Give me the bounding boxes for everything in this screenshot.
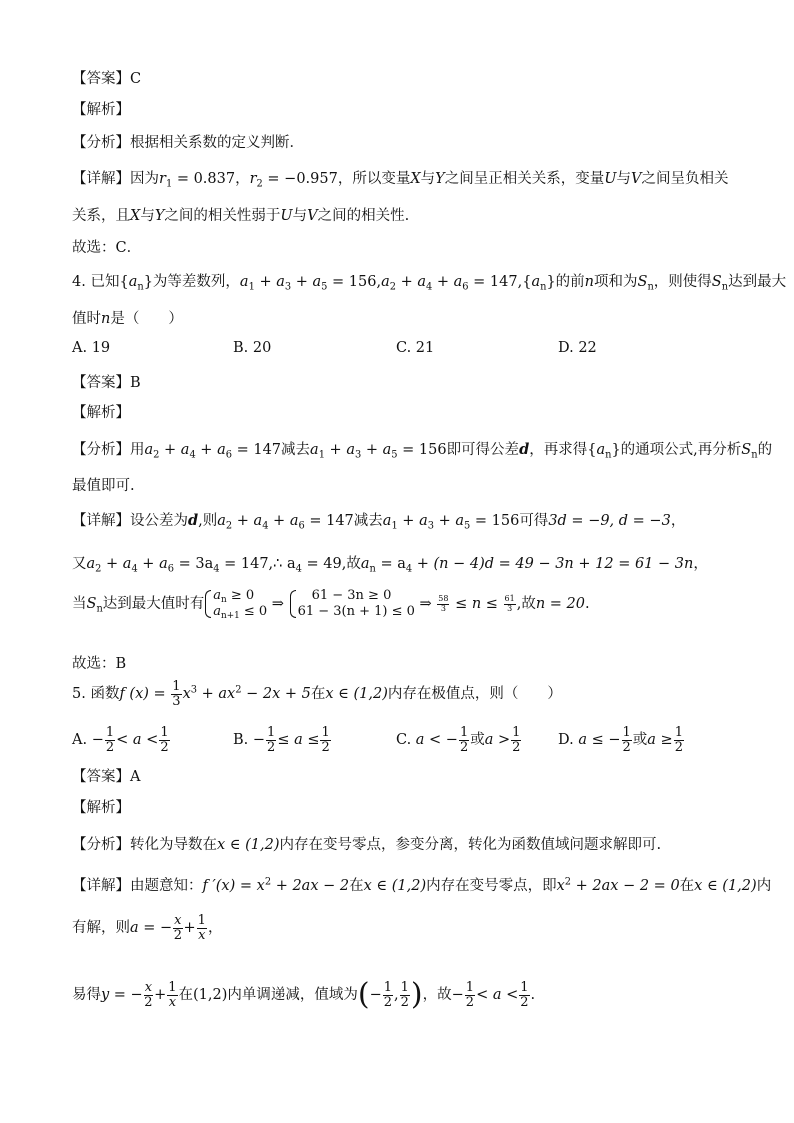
analysis-summary-3 [72, 131, 304, 152]
case-system-1: $a_n \ge 0$ $a_{n+1} \le 0$ [204, 588, 267, 620]
text: 内存在变号零点，即 [426, 878, 557, 894]
analysis-heading: 【解析】 [72, 405, 130, 421]
math: y = − [101, 987, 143, 1003]
text: 在 [310, 686, 326, 703]
math: f (x) = [119, 686, 166, 703]
math: x ∈ (1,2) [325, 686, 388, 703]
fraction-one-third: $\frac{1}{3}$ [172, 679, 181, 709]
detail-label: 【详解】 [72, 171, 130, 187]
text: 之间呈负相关 [641, 171, 729, 187]
text: ， [207, 920, 223, 937]
math: n = 20 [535, 596, 586, 612]
option-a: A. 19 [72, 340, 111, 356]
text: 有解，则 [72, 920, 130, 937]
analysis-line-4b [72, 474, 135, 495]
analysis-line-5 [72, 833, 661, 854]
implies-symbol: ⇒ [419, 596, 432, 612]
text: 【详解】由题意知： [72, 878, 203, 894]
answer-text: 【答案】C [72, 71, 142, 87]
analysis-heading: 【解析】 [72, 102, 130, 118]
text: 值时 [72, 311, 101, 327]
analysis-line-4a: 【分析】用$a_2 + a_4 + a_6 = 147$减去$a_1 + a_3 + a_5 = 156$即可得公差d，再求得$\{a_n\}$的通项公式,再分析$S_n$的 [72, 441, 773, 461]
text: 【详解】设公差为 [72, 513, 188, 529]
math: x ∈ (1,2) [694, 878, 757, 894]
question-4-line-2: 值时n是（ ） [72, 311, 183, 327]
math: ≤ n ≤ [455, 596, 498, 612]
text: 又 [72, 556, 87, 572]
text: ,故 [516, 596, 536, 612]
text: ， [693, 556, 708, 572]
analysis-heading: 【解析】 [72, 800, 130, 816]
option-c: C. 21 [396, 340, 435, 356]
analysis-heading-5 [72, 796, 130, 817]
text: ，所以变量 [337, 171, 411, 187]
text: 之间呈正相关关系，变量 [444, 171, 605, 187]
text: 在 [679, 878, 695, 894]
question-number: 5. 函数 [72, 686, 120, 703]
text: 与 [420, 171, 436, 187]
text: ，再求得 [529, 442, 588, 458]
math: x ∈ (1,2) [217, 837, 280, 853]
question-4-line-1: 4. 已知$\{a_n\}$为等差数列，$a_1 + a_3 + a_5 = 156,a_2 + a_4 + a_6 = 147,\{a_n\}$的前n项和为$S_n$，则使得$S_n$达到最大 [72, 274, 787, 293]
fraction-x-2: $\frac{x}{2}$ [173, 913, 182, 943]
option-d: D. 22 [558, 340, 597, 356]
text: 达到最大 [728, 274, 787, 290]
text: ,故 [341, 556, 361, 572]
answer-text: 【答案】A [72, 769, 141, 785]
option-a: A. − $\frac{1}{2}$ < a < $\frac{1}{2}$ [72, 725, 169, 755]
text: 的前 [555, 274, 585, 290]
text: 即可得公差 [446, 442, 520, 458]
analysis-heading-3 [72, 98, 130, 119]
answer-label-3 [72, 67, 141, 88]
math: a = − [130, 920, 173, 937]
text: 达到最大值时有 [102, 596, 205, 612]
text: 关系，且 [72, 208, 130, 224]
answer-label-4 [72, 371, 141, 392]
detail-line-5c: 易得y = − $\frac{x}{2}$ + $\frac{1}{x}$ 在(1,2)内单调递减，值域为(− $\frac{1}{2}$ , $\frac{1}{2}$ )，故− $\frac{1}{2}$ < a < $\frac{1}{2}$ . [72, 977, 536, 1012]
question-number: 4. 已知 [72, 274, 120, 290]
text: 的 [757, 442, 773, 458]
math: 3d = −9, d = −3 [548, 513, 671, 529]
option-c: C. a < − $\frac{1}{2}$ 或a > $\frac{1}{2}$ [396, 725, 521, 755]
text: 之间的相关性. [317, 208, 410, 224]
detail-line-3b: 关系，且X与Y之间的相关性弱于U与V之间的相关性. [72, 208, 410, 224]
math: x ∈ (1,2) [363, 878, 427, 894]
detail-line-4b: 又$a_2 + a_4 + a_6 = 3a_4$ = 147,∴ $a_4 = 49$,故$a_n = a_4 + (n - 4)d = 49 - 3n + 12 = 61 - 3n$， [72, 556, 708, 575]
text: 内单调递减，值域为 [227, 987, 358, 1003]
text: ， [670, 513, 686, 529]
text: 在 [178, 987, 193, 1003]
text: 【分析】转化为导数在 [72, 837, 217, 853]
text: 减去 [353, 513, 383, 529]
text: 最值即可. [72, 478, 135, 494]
fraction-1-x: $\frac{1}{x}$ [197, 913, 206, 943]
choice-text: 故选：C． [72, 240, 142, 256]
text: 因为 [130, 171, 159, 187]
case-system-2: 61 − 3n ≥ 0 61 − 3(n + 1) ≤ 0 [289, 588, 415, 620]
text: 与 [292, 208, 308, 224]
text: 与 [140, 208, 155, 224]
math-sum1: $a_1 + a_3 + a_5 = 156,a_2 + a_4 + a_6 = 147,\{a_n\}$ [239, 274, 556, 293]
answer-text: 【答案】B [72, 375, 141, 391]
text: 当 [72, 596, 87, 612]
text: 项和为 [594, 274, 638, 290]
detail-line-5a: 【详解】由题意知：f $'(x) = x^2 + 2ax - 2$在x ∈ (1,2)内存在变号零点，即$x^2 + 2ax - 2 = 0$在x ∈ (1,2)内 [72, 876, 772, 894]
analysis-heading-4 [72, 401, 130, 422]
choice-line-3 [72, 236, 141, 257]
detail-line-3a: 【详解】因为$r_1 = 0.837$，$r_2 = -0.957$，所以变量X与Y之间呈正相关关系，变量U与V之间呈负相关 [72, 171, 729, 190]
text: 为等差数列， [152, 274, 240, 290]
choice-text: 故选：B [72, 656, 127, 672]
text: 内 [756, 878, 772, 894]
option-b: B. − $\frac{1}{2}$ ≤ a ≤ $\frac{1}{2}$ [233, 725, 330, 755]
text: 与 [616, 171, 631, 187]
text: 【分析】用 [72, 442, 145, 458]
detail-line-4c: 当$S_n$达到最大值时有 $a_n \ge 0$ $a_{n+1} \le 0$ ⇒ 61 − 3n ≥ 0 61 − 3(n + 1) ≤ 0 ⇒ $\frac{58}{3}$ ≤ n ≤ $\frac{61}{3}$ ,故n = 20. [72, 588, 590, 622]
text: 之间的相关性弱于 [164, 208, 281, 224]
choice-line-4 [72, 652, 126, 673]
text: 是（ ） [110, 311, 183, 327]
sequence-an: $\{a_n\}$ [119, 274, 153, 293]
implies-symbol: ⇒ [271, 596, 284, 612]
fraction-58-3: $\frac{58}{3}$ [438, 594, 449, 613]
text: ，则使得 [653, 274, 712, 290]
text: ,则 [198, 513, 218, 529]
detail-line-5b: 有解，则a = − $\frac{x}{2}$ + $\frac{1}{x}$ ， [72, 913, 223, 943]
text: 在 [349, 878, 364, 894]
text: 易得 [72, 987, 101, 1003]
fraction-61-3: $\frac{61}{3}$ [504, 594, 515, 613]
option-d: D. a ≤ − $\frac{1}{2}$ 或a ≥ $\frac{1}{2}$ [558, 725, 683, 755]
analysis-summary: 【分析】根据相关系数的定义判断． [72, 135, 304, 151]
text: 内存在变号零点，参变分离，转化为函数值域问题求解即可. [279, 837, 662, 853]
answer-label-5 [72, 765, 140, 786]
detail-line-4a: 【详解】设公差为d,则$a_2 + a_4 + a_6 = 147$减去$a_1 + a_3 + a_5 = 156$可得3d = −9, d = −3， [72, 512, 686, 532]
text: ，故 [422, 987, 452, 1003]
text: 内存在极值点，则（ ） [387, 686, 562, 703]
math-r1: $r_1 = 0.837$ [159, 171, 236, 190]
text: 减去 [281, 442, 311, 458]
text: 的通项公式,再分析 [620, 442, 742, 458]
option-b: B. 20 [233, 340, 272, 356]
question-5-line-1: 5. 函数f (x) = $\frac{1}{3}$ $x^3 + ax^2 - 2x + 5$在x ∈ (1,2)内存在极值点，则（ ） [72, 679, 562, 709]
math-r2: $r_2 = -0.957$ [249, 171, 338, 190]
text: 可得 [519, 513, 549, 529]
math: (1,2) [193, 987, 228, 1003]
